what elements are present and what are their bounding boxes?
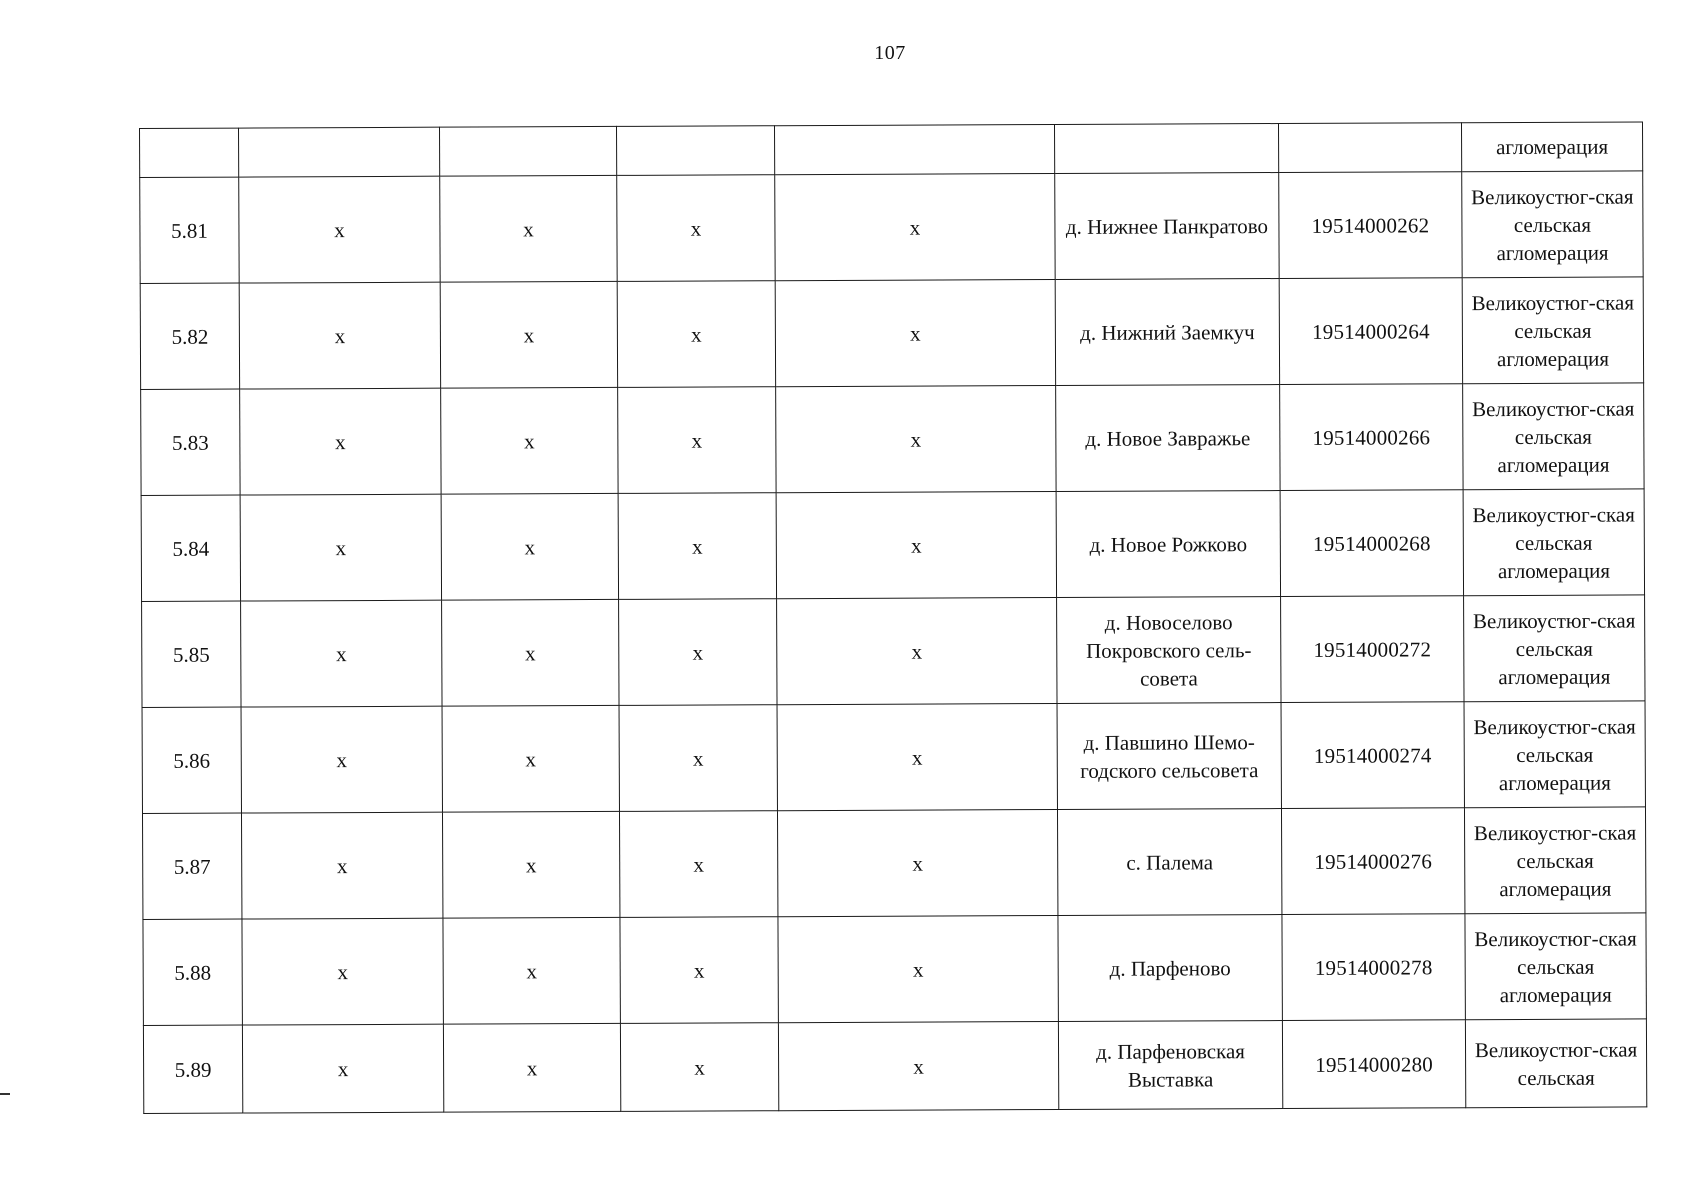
oktmo-code-cell: 19514000278 xyxy=(1282,914,1465,1021)
settlement-cell: с. Палема xyxy=(1057,809,1281,916)
mark-cell: х xyxy=(442,599,619,706)
cell-empty xyxy=(439,126,616,176)
mark-cell: х xyxy=(242,1024,443,1113)
agglomeration-cell: Великоустюг-ская сельская агломерация xyxy=(1463,383,1644,490)
agglomeration-cell: агломерация xyxy=(1461,122,1642,172)
mark-cell: х xyxy=(440,175,617,282)
mark-cell: х xyxy=(775,174,1055,281)
mark-cell: х xyxy=(443,917,620,1024)
mark-cell: х xyxy=(241,706,442,813)
row-number-cell: 5.86 xyxy=(142,707,241,813)
oktmo-code-cell: 19514000280 xyxy=(1282,1020,1465,1109)
table-row xyxy=(143,913,1646,1026)
mark-cell: х xyxy=(241,812,442,919)
agglomeration-cell: Великоустюг-ская сельская агломерация xyxy=(1464,595,1645,702)
mark-cell: х xyxy=(240,494,441,601)
agglomeration-cell: Великоустюг-ская сельская агломерация xyxy=(1464,701,1645,808)
mark-cell: х xyxy=(619,811,777,918)
row-number-cell: 5.89 xyxy=(143,1025,242,1113)
cell-empty xyxy=(239,127,440,177)
mark-cell: х xyxy=(618,387,776,494)
row-number-cell: 5.82 xyxy=(140,283,239,389)
settlement-cell: д. Новое Рожково xyxy=(1056,491,1280,598)
settlement-cell: д. Павшино Шемо-годского сельсовета xyxy=(1057,703,1281,810)
mark-cell: х xyxy=(619,705,777,812)
oktmo-code-cell: 19514000264 xyxy=(1279,278,1462,385)
settlement-cell: д. Новое Завражье xyxy=(1056,385,1280,492)
mark-cell: х xyxy=(778,1021,1058,1110)
oktmo-code-cell: 19514000272 xyxy=(1281,596,1464,703)
mark-cell: х xyxy=(443,1023,620,1112)
table-wrapper xyxy=(139,121,1647,1114)
oktmo-code-cell: 19514000276 xyxy=(1281,808,1464,915)
mark-cell: х xyxy=(620,917,778,1024)
cell-empty xyxy=(774,125,1054,175)
cell-empty xyxy=(616,126,774,176)
mark-cell: х xyxy=(776,492,1056,599)
mark-cell: х xyxy=(617,175,775,282)
oktmo-code-cell: 19514000268 xyxy=(1280,490,1463,597)
cell-empty xyxy=(1054,124,1278,174)
table-row xyxy=(143,1019,1646,1114)
oktmo-code-cell: 19514000266 xyxy=(1280,384,1463,491)
agglomeration-cell: Великоустюг-ская сельская xyxy=(1465,1019,1646,1108)
table-row xyxy=(142,595,1645,708)
mark-cell: х xyxy=(242,918,443,1025)
row-number-cell: 5.87 xyxy=(142,813,241,919)
settlement-cell: д. Парфеновская Выставка xyxy=(1058,1021,1282,1110)
table-row-continuation xyxy=(140,122,1643,178)
settlement-cell: д. Парфеново xyxy=(1058,915,1282,1022)
table-row xyxy=(141,489,1644,602)
row-number-cell: 5.85 xyxy=(142,601,241,707)
settlement-cell: д. Нижний Заемкуч xyxy=(1055,279,1279,386)
settlement-cell: д. Новоселово Покровского сель-совета xyxy=(1057,597,1281,704)
table-row xyxy=(140,277,1643,390)
oktmo-code-cell: 19514000262 xyxy=(1279,172,1462,279)
mark-cell: х xyxy=(239,282,440,389)
table-row xyxy=(140,171,1643,284)
table-row xyxy=(142,701,1645,814)
agglomeration-cell: Великоустюг-ская сельская агломерация xyxy=(1464,807,1645,914)
mark-cell: х xyxy=(240,388,441,495)
mark-cell: х xyxy=(442,705,619,812)
agglomeration-cell: Великоустюг-ская сельская агломерация xyxy=(1463,489,1644,596)
row-number-cell: 5.83 xyxy=(141,389,240,495)
cell-empty xyxy=(1278,123,1461,173)
mark-cell: х xyxy=(777,809,1057,916)
table-row xyxy=(142,807,1645,920)
row-number-cell: 5.81 xyxy=(140,177,239,283)
mark-cell: х xyxy=(619,599,777,706)
agglomeration-cell: Великоустюг-ская сельская агломерация xyxy=(1462,277,1643,384)
agglomeration-cell: Великоустюг-ская сельская агломерация xyxy=(1462,171,1643,278)
mark-cell: х xyxy=(442,811,619,918)
page-number: 107 xyxy=(874,42,906,64)
mark-cell: х xyxy=(776,386,1056,493)
mark-cell: х xyxy=(440,281,617,388)
mark-cell: х xyxy=(441,493,618,600)
register-table xyxy=(139,121,1647,1114)
mark-cell: х xyxy=(617,281,775,388)
row-number-cell: 5.84 xyxy=(141,495,240,601)
mark-cell: х xyxy=(775,280,1055,387)
settlement-cell: д. Нижнее Панкратово xyxy=(1055,173,1279,280)
mark-cell: х xyxy=(618,493,776,600)
agglomeration-cell: Великоустюг-ская сельская агломерация xyxy=(1465,913,1646,1020)
mark-cell: х xyxy=(620,1023,778,1112)
margin-tick-mark xyxy=(0,1093,10,1095)
table-body xyxy=(140,122,1647,1114)
table-row xyxy=(141,383,1644,496)
cell-empty xyxy=(140,128,239,177)
row-number-cell: 5.88 xyxy=(143,919,242,1025)
oktmo-code-cell: 19514000274 xyxy=(1281,702,1464,809)
mark-cell: х xyxy=(778,915,1058,1022)
mark-cell: х xyxy=(441,387,618,494)
mark-cell: х xyxy=(239,176,440,283)
mark-cell: х xyxy=(241,600,442,707)
mark-cell: х xyxy=(777,598,1057,705)
mark-cell: х xyxy=(777,703,1057,810)
